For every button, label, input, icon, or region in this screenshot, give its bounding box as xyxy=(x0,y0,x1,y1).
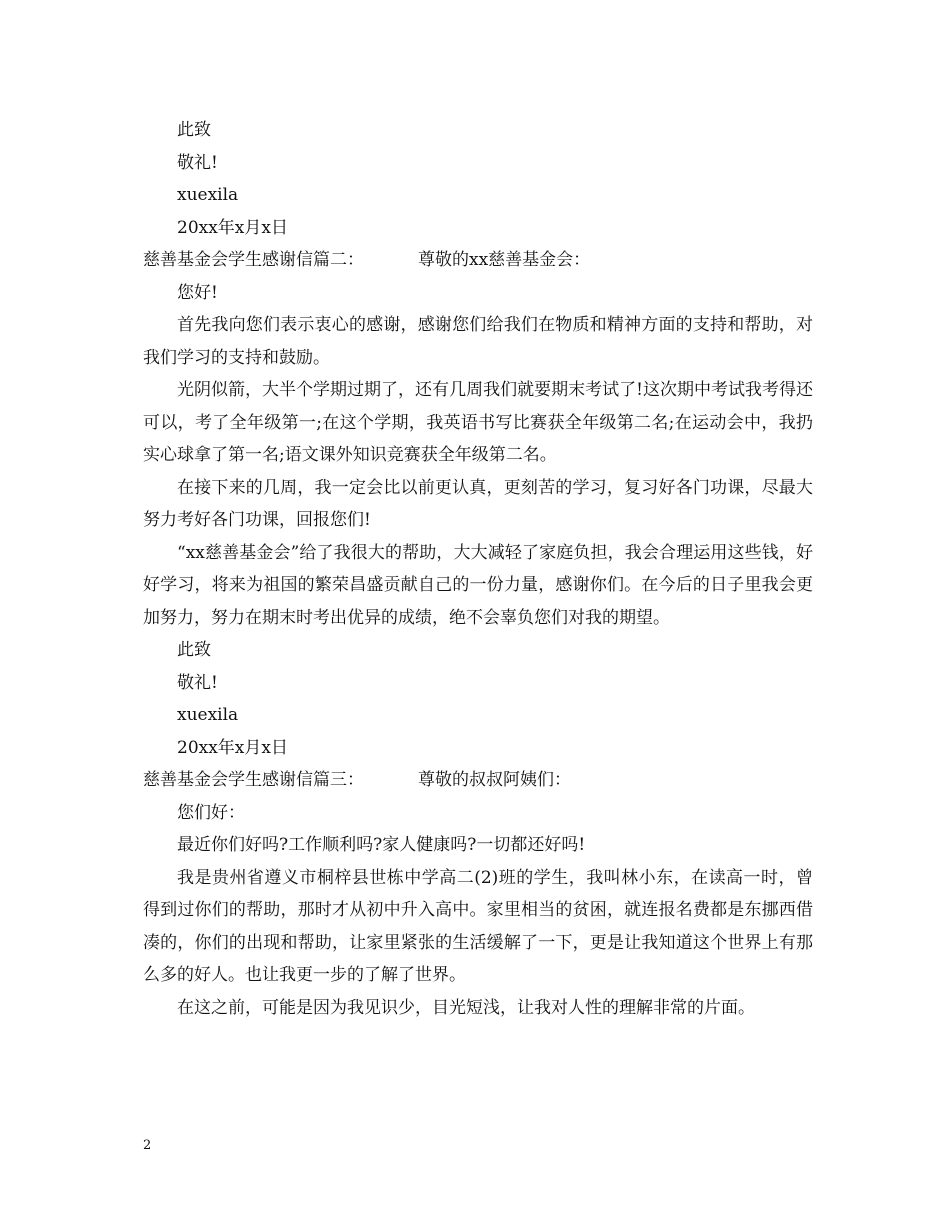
page-number: 2 xyxy=(143,1138,152,1153)
section-title: 慈善基金会学生感谢信篇三： xyxy=(143,770,364,790)
letter-greeting: 您好! xyxy=(177,282,218,303)
closing-regards: 敬礼! xyxy=(177,152,218,173)
closing-salutation: 此致 xyxy=(177,120,211,140)
paragraph: 光阴似箭，大半个学期过期了，还有几周我们就要期末考试了!这次期中考试我考得还可以，考了全年级第一;在这个学期，我英语书写比赛获全年级第二名;在运动会中，我扔实心球拿了第一名;语文课外知识竞赛获全年级第二名。 xyxy=(143,380,813,465)
closing-date: 20xx年x月x日 xyxy=(177,217,288,238)
closing-signature: xuexila xyxy=(177,705,239,725)
paragraph: 最近你们好吗?工作顺利吗?家人健康吗?一切都还好吗! xyxy=(177,835,586,855)
letter-greeting: 您们好： xyxy=(177,802,245,823)
closing-date: 20xx年x月x日 xyxy=(177,737,288,758)
letter-addressee: 尊敬的xx慈善基金会： xyxy=(418,250,591,270)
paragraph: “xx慈善基金会”给了我很大的帮助，大大减轻了家庭负担，我会合理运用这些钱，好好学习，将来为祖国的繁荣昌盛贡献自己的一份力量，感谢你们。在今后的日子里我会更加努力，努力在期末时考出优异的成绩，绝不会辜负您们对我的期望。 xyxy=(143,542,813,628)
section-title: 慈善基金会学生感谢信篇二： xyxy=(143,250,364,270)
letter-body xyxy=(143,114,813,1024)
paragraph: 在这之前，可能是因为我见识少，目光短浅，让我对人性的理解非常的片面。 xyxy=(177,997,755,1018)
section-heading xyxy=(143,764,813,797)
closing-salutation: 此致 xyxy=(177,640,211,660)
letter-addressee: 尊敬的叔叔阿姨们： xyxy=(418,770,571,790)
closing-regards: 敬礼! xyxy=(177,672,218,693)
paragraph: 首先我向您们表示衷心的感谢，感谢您们给我们在物质和精神方面的支持和帮助，对我们学习的支持和鼓励。 xyxy=(143,315,813,368)
closing-signature: xuexila xyxy=(177,185,239,205)
paragraph: 在接下来的几周，我一定会比以前更认真，更刻苦的学习，复习好各门功课，尽最大努力考好各门功课，回报您们! xyxy=(143,477,813,530)
paragraph: 我是贵州省遵义市桐梓县世栋中学高二(2)班的学生，我叫林小东，在读高一时，曾得到过你们的帮助，那时才从初中升入高中。家里相当的贫困，就连报名费都是东挪西借凑的，你们的出现和帮助，让家里紧张的生活缓解了一下，更是让我知道这个世界上有那么多的好人。也让我更一步的了解了世界。 xyxy=(143,867,813,985)
section-heading xyxy=(143,244,813,277)
